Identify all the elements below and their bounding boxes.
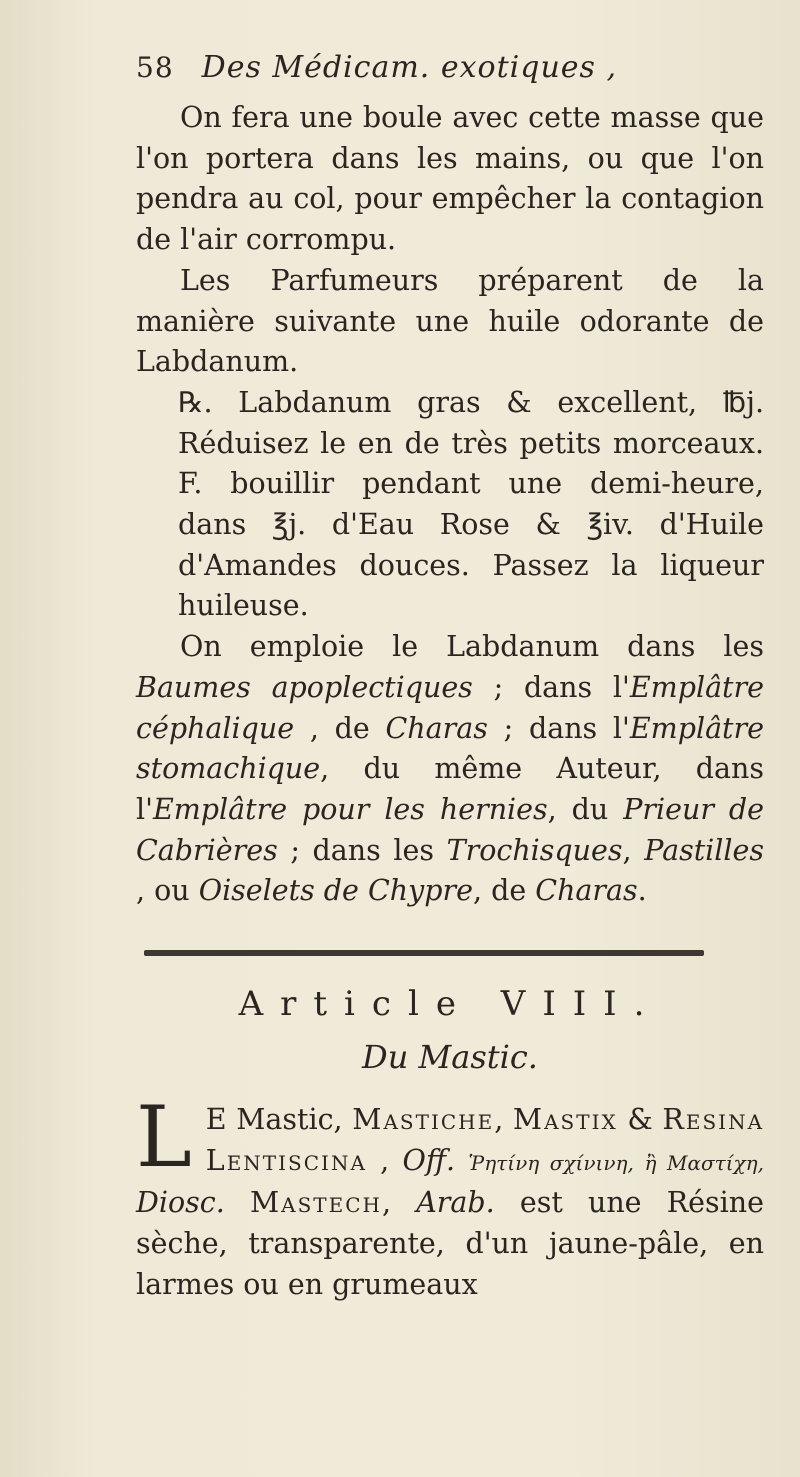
- paragraph-recipe: ℞. Labdanum gras & excellent, ℔j. Réduisez le en de très petits morceaux. F. bouillir pendant une demi-heure, dans ℥j. d'Eau Rose & ℥iv. d'Huile d'Amandes douces. Passez la liqueur huileuse.: [178, 385, 764, 623]
- paragraph-boule: On fera une boule avec cette masse que l'on portera dans les mains, ou que l'on pendra au col, pour empêcher la contagion de l'air corrompu.: [136, 101, 764, 257]
- running-title: Des Médicam. exotiques ,: [201, 50, 617, 85]
- article-title: Article VIII.: [238, 984, 662, 1025]
- paragraph-mastic: L E Mastic, Mastiche, Mastix & Resina Lentiscina , Off. Ῥητίνη σχίνινη, ἢ Μαστίχη, Diosc. Mastech, Arab. est une Résine sèche, transparente, d'un jaune-pâle, en larmes ou en grumeaux: [136, 1088, 765, 1301]
- greek-name: Ῥητίνη σχίνινη, ἢ Μαστίχη,: [468, 1150, 764, 1175]
- running-header: [136, 50, 764, 98]
- paragraph-parfumeurs: Les Parfumeurs préparent de la manière suivante une huile odorante de Labdanum.: [136, 263, 764, 379]
- section-divider: [144, 950, 704, 956]
- article-subtitle: Du Mastic.: [362, 1038, 538, 1077]
- paragraph-uses: On emploie le Labdanum dans les Baumes apoplectiques ; dans l'Emplâtre céphalique , de Charas ; dans l'Emplâtre stomachique, du même Auteur, dans l'Emplâtre pour les hernies, du Prieur de Cabrières ; dans les Trochisques, Pastilles , ou Oiselets de Chypre, de Charas.: [136, 630, 765, 908]
- page-number: 58: [136, 51, 174, 84]
- drop-cap: L: [136, 1088, 192, 1187]
